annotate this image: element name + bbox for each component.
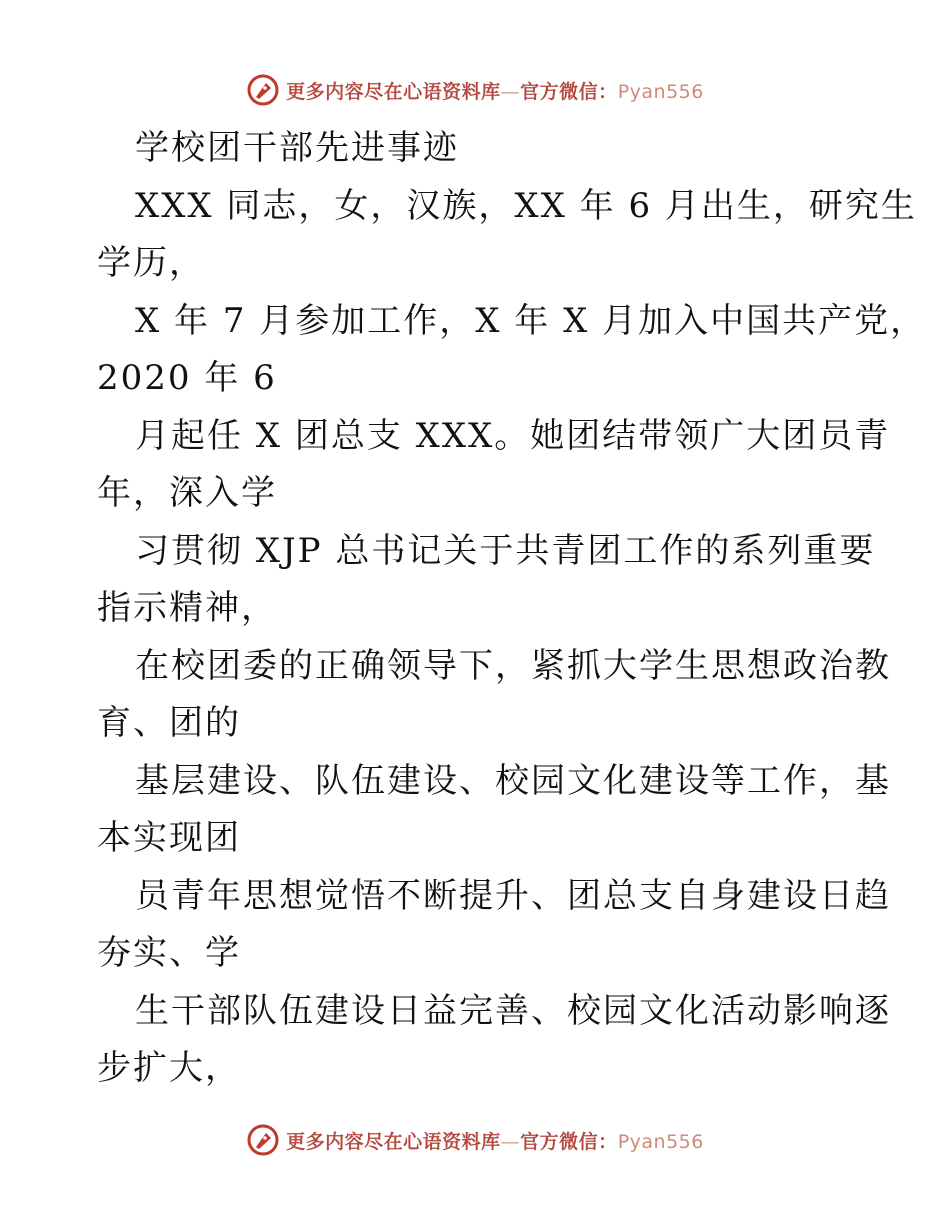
text-line: 生干部队伍建设日益完善、校园文化活动影响逐 bbox=[135, 990, 891, 1031]
text-line: 育、团的 bbox=[97, 703, 241, 743]
text-line: 2020 年 6 bbox=[97, 358, 277, 398]
text-line: 月起任 X 团总支 XXX。她团结带领广大团员青 bbox=[135, 415, 891, 456]
text-line: 员青年思想觉悟不断提升、团总支自身建设日趋 bbox=[135, 875, 891, 916]
banner-separator: — bbox=[500, 80, 521, 103]
text-line: 步扩大， bbox=[97, 1048, 241, 1088]
banner-wechat-id: Pyan556 bbox=[617, 1130, 704, 1153]
text-line: 本实现团 bbox=[97, 818, 241, 858]
banner-separator: — bbox=[500, 1130, 521, 1153]
text-line: 在校团委的正确领导下，紧抓大学生思想政治教 bbox=[135, 645, 891, 686]
banner-text bbox=[286, 77, 704, 104]
footer-banner bbox=[0, 1120, 950, 1160]
pen-nib-circle-icon bbox=[246, 73, 280, 107]
banner-official-label: 官方微信： bbox=[520, 80, 618, 103]
text-line: 学历， bbox=[97, 243, 205, 283]
banner-main-text: 更多内容尽在心语资料库 bbox=[286, 1130, 501, 1153]
text-line: X 年 7 月参加工作，X 年 X 月加入中国共产党， bbox=[135, 300, 927, 341]
document-title: 学校团干部先进事迹 bbox=[135, 128, 459, 168]
banner-text bbox=[286, 1127, 704, 1154]
pen-nib-circle-icon bbox=[246, 1123, 280, 1157]
header-banner bbox=[0, 70, 950, 110]
document-body bbox=[97, 120, 927, 1098]
text-line: 指示精神， bbox=[97, 588, 277, 628]
banner-wechat-id: Pyan556 bbox=[617, 80, 704, 103]
banner-official-label: 官方微信： bbox=[520, 1130, 618, 1153]
text-line: 夯实、学 bbox=[97, 933, 241, 973]
text-line: 年，深入学 bbox=[97, 473, 277, 513]
text-line: 习贯彻 XJP 总书记关于共青团工作的系列重要 bbox=[135, 530, 876, 571]
text-line: 基层建设、队伍建设、校园文化建设等工作，基 bbox=[135, 760, 891, 801]
banner-main-text: 更多内容尽在心语资料库 bbox=[286, 80, 501, 103]
text-line: XXX 同志，女，汉族，XX 年 6 月出生，研究生 bbox=[135, 185, 917, 226]
